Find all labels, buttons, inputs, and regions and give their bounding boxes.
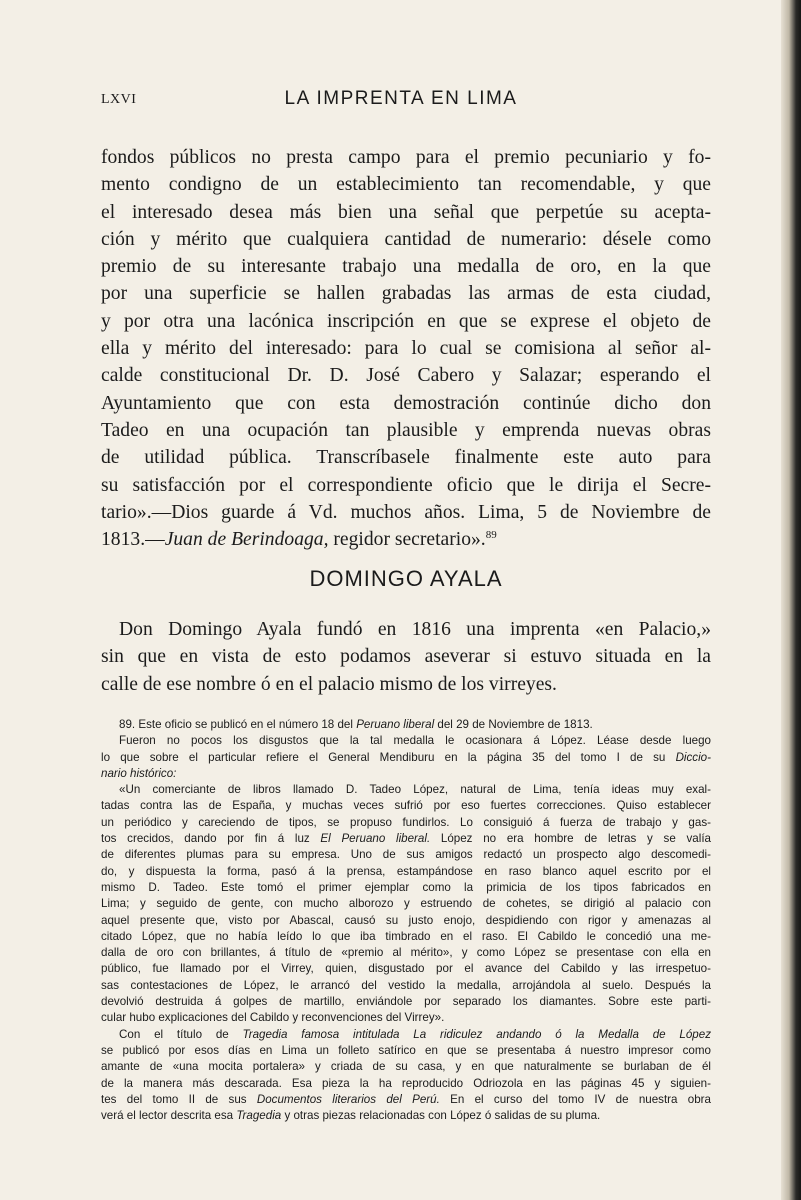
text-line: calle de ese nombre ó en el palacio mismo de los virreyes. <box>101 673 557 695</box>
text-line: y por otra una lacónica inscripción en que se exprese el objeto de <box>101 310 711 332</box>
running-header <box>101 88 701 112</box>
pamphlet-title: Tragedia famosa intitulada La ridiculez andando ó la Medalla de López <box>242 1027 711 1041</box>
text-line: ción y mérito que cualquiera cantidad de numerario: désele como <box>101 228 711 250</box>
footnote-line: aquel presente que, visto por Abascal, causó su justo enojo, despidiendo con rigor y amenazas al <box>101 913 711 927</box>
footnote-text: En el curso del tomo IV de nuestra obra <box>439 1092 711 1106</box>
text-line: sin que en vista de esto podamos aseverar si estuvo situada en la <box>101 646 711 668</box>
footnote-text: lo que sobre el particular refiere el General Mendiburu en la página 35 del tomo I de su <box>101 750 676 764</box>
footnote-text: Con el título de <box>119 1027 243 1041</box>
periodical-title: El Peruano liberal. <box>320 832 431 846</box>
footnote-line: citado López, que no había leído lo que iba timbrado en el raso. El Cabildo le concedió una me- <box>101 929 711 943</box>
text-line: Ayuntamiento que con esta demostración continúe dicho don <box>101 392 711 414</box>
book-title: nario histórico: <box>101 766 177 780</box>
paragraph-decree <box>101 144 711 553</box>
footnote-line: sas contestaciones de López, le arrancó del vestido la medalla, arrojándola al suelo. Después la <box>101 978 711 992</box>
text-line: premio de su interesante trabajo una medalla de oro, en la que <box>101 256 711 278</box>
footnote-line: Fueron no pocos los disgustos que la tal medalla le ocasionara á López. Léase desde luego <box>119 734 711 748</box>
footnote-line <box>101 766 711 782</box>
footnote-line: de la manera más descarada. Esa pieza la ha reproducido Odriozola en las páginas 45 y siguien- <box>101 1076 711 1090</box>
footnote-text: y otras piezas relacionadas con López ó salidas de su pluma. <box>281 1109 601 1123</box>
footnote-text: tos crecidos, dando por fin á luz <box>101 832 321 846</box>
footnote-line: amante de «una mocita portalera» y criada de su casa, y en que naturalmente se burlaban de él <box>101 1060 711 1074</box>
footnote-line <box>101 1108 711 1124</box>
footnote-line <box>101 831 711 847</box>
signatory-name: Juan de Berindoaga, <box>164 529 329 551</box>
footnote-line <box>101 1092 711 1108</box>
footnote-line <box>101 717 711 733</box>
footnote-line: «Un comerciante de libros llamado D. Tadeo López, natural de Lima, tenía ideas muy exal- <box>119 783 711 797</box>
footnote-reference[interactable]: 89 <box>485 529 497 542</box>
periodical-title: Peruano liberal <box>356 718 435 731</box>
running-title: LA IMPRENTA EN LIMA <box>284 88 518 109</box>
book-title: Documentos literarios del Perú. <box>256 1092 440 1106</box>
footnote-line: mismo D. Tadeo. Este tomó el primer ejemplar como la primicia de los tipos fabricados en <box>101 880 711 894</box>
footnote-line <box>101 1027 711 1043</box>
text-line: tario».—Dios guarde á Vd. muchos años. Lima, 5 de Noviembre de <box>101 501 711 523</box>
text-line: de utilidad pública. Transcríbasele finalmente este auto para <box>101 447 711 469</box>
footnote-text: López no era hombre de letras y se valía <box>430 832 711 846</box>
footnote-line: se publicó por esos días en Lima un folleto satírico en que se presentaba á nuestro impresor como <box>101 1043 711 1057</box>
text-line-signature <box>101 526 711 553</box>
signatory-title: regidor secretario». <box>328 529 486 551</box>
footnote-line: Lima; y seguido de gente, con mucho alborozo y estruendo de cohetes, se dirigió al palacio con <box>101 897 711 911</box>
text-line: su satisfacción por el correspondiente oficio que le dirija el Secre- <box>101 474 711 496</box>
footnote-line: tadas contra las de España, y muchas veces sufrió por eso fuertes correcciones. Quiso establecer <box>101 799 711 813</box>
date-text: 1813.— <box>101 529 165 551</box>
page-number: LXVI <box>101 92 137 107</box>
footnote-text: 89. Este oficio se publicó en el número 18 del <box>119 718 357 731</box>
text-line: por una superficie se hallen grabadas las armas de esta ciudad, <box>101 283 711 305</box>
footnote-line <box>101 750 711 766</box>
text-line: Tadeo en una ocupación tan plausible y emprenda nuevas obras <box>101 419 711 441</box>
footnote-line: do, y dispuesta la forma, pasó á la prensa, estampándose en raso blanco aquel escrito por el <box>101 864 711 878</box>
pamphlet-title: Tragedia <box>236 1109 282 1123</box>
text-line: mento condigno de un establecimiento tan recomendable, y que <box>101 174 711 196</box>
text-line: ella y mérito del interesado: para lo cual se comisiona al señor al- <box>101 338 711 360</box>
footnote-line: cular hubo explicaciones del Cabildo y reconvenciones del Virrey». <box>101 1011 445 1025</box>
footnote-line: un periódico y careciendo de tipos, se propuso fundirlos. Lo consiguió á fuerza de trabajo y gas- <box>101 815 711 829</box>
footnote-line: dalla de oro con brillantes, á título de «premio al mérito», y como López se presentase con ella en <box>101 946 711 960</box>
footnote-text: tes del tomo II de sus <box>101 1092 257 1106</box>
footnote-line: devolvió destruida á golpes de martillo, enviándole por separado los diamantes. Sobre este parti- <box>101 995 711 1009</box>
text-line: fondos públicos no presta campo para el premio pecuniario y fo- <box>101 147 711 168</box>
paragraph-ayala <box>101 616 711 698</box>
footnote-text: del 29 de Noviembre de 1813. <box>434 718 593 731</box>
footnote-text: verá el lector descrita esa <box>101 1109 237 1123</box>
text-line: calde constitucional Dr. D. José Cabero y Salazar; esperando el <box>101 365 711 387</box>
footnote-line: público, fue llamado por el Virrey, quien, disgustado por el avance del Cabildo y las irrespetuo- <box>101 962 711 976</box>
text-line: Don Domingo Ayala fundó en 1816 una imprenta «en Palacio,» <box>119 619 711 640</box>
book-title: Diccio- <box>675 750 711 764</box>
footnote-line: de diferentes plumas para su empresa. Uno de sus amigos redactó un prospecto algo descomedi- <box>101 848 711 862</box>
page-edge-shadow <box>781 0 801 1200</box>
section-heading: DOMINGO AYALA <box>309 566 503 591</box>
text-line: el interesado desea más bien una señal que perpetúe su acepta- <box>101 201 711 223</box>
footnote-89 <box>101 717 711 1124</box>
